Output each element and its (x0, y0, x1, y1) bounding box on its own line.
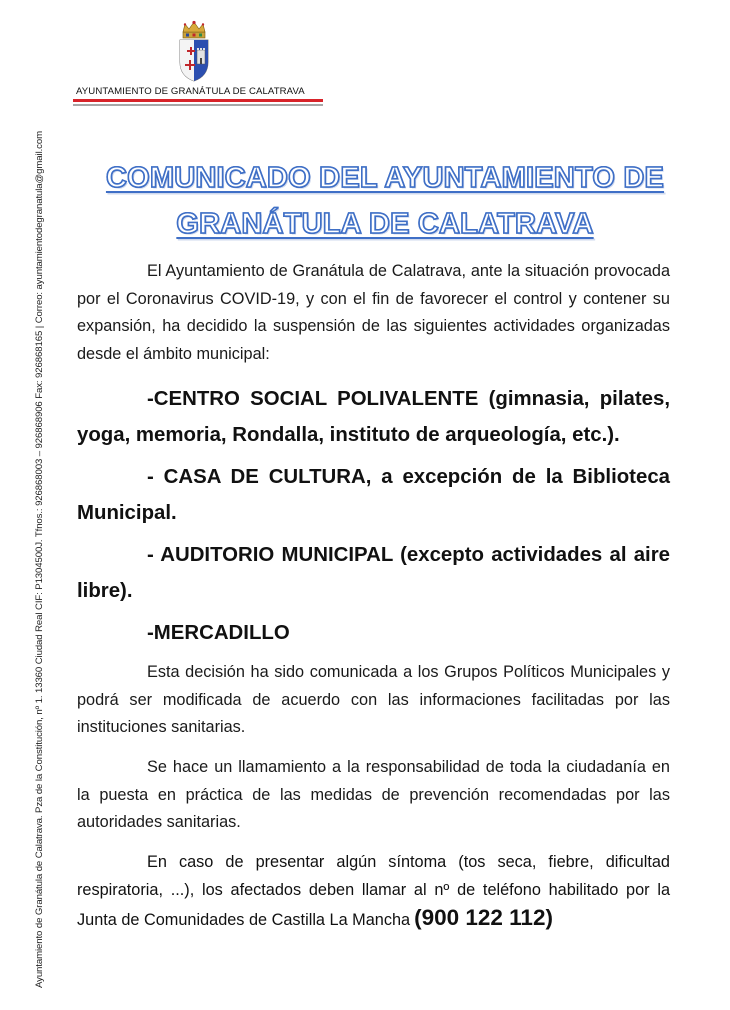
document-body (77, 258, 670, 935)
communication-paragraph: Esta decisión ha sido comunicada a los Grupos Políticos Municipales y podrá ser modificada de acuerdo con las informaciones facilitadas por las instituciones sanitarias. (77, 662, 670, 737)
suspended-activity-item: -CENTRO SOCIAL POLIVALENTE (gimnasia, pilates, yoga, memoria, Rondalla, instituto de arqueología, etc.). (77, 387, 670, 446)
intro-paragraph: El Ayuntamiento de Granátula de Calatrava, ante la situación provocada por el Coronavirus COVID-19, y con el fin de favorecer el control y contener su expansión, ha decidido la suspensión de las siguientes actividades organizadas desde el ámbito municipal: (77, 262, 670, 364)
suspended-activity-item: -MERCADILLO (147, 621, 290, 644)
suspended-activity-item: - CASA DE CULTURA, a excepción de la Biblioteca Municipal. (77, 465, 670, 524)
title-line-1: COMUNICADO DEL AYUNTAMIENTO DE (105, 162, 665, 194)
header-gray-rule (73, 104, 323, 106)
document-title (80, 155, 690, 247)
responsibility-paragraph: Se hace un llamamiento a la responsabilidad de toda la ciudadanía en la puesta en práctica de las medidas de prevención recomendadas por las autoridades sanitarias. (77, 757, 670, 832)
header-red-rule (73, 99, 323, 102)
address-sidebar: Ayuntamiento de Granátula de Calatrava. Pza de la Constitución, nº 1. 13360 Ciudad Real CIF: P1304500J. Tfnos.: 926868003 – 926868906 Fax: 926868165 | Correo: ayuntamientodegranatula@gmail.com (34, 131, 45, 988)
symptoms-text: En caso de presentar algún síntoma (tos seca, fiebre, dificultad respiratoria, ...), los afectados deben llamar al nº de teléfono habilitado por la Junta de Comunidades de Castilla La Mancha (77, 853, 670, 930)
letterhead (73, 86, 323, 106)
emergency-phone-number: (900 122 112) (414, 905, 553, 931)
symptoms-paragraph (77, 849, 670, 935)
organization-name: AYUNTAMIENTO DE GRANÁTULA DE CALATRAVA (76, 86, 305, 97)
municipal-coat-of-arms (176, 20, 212, 82)
title-line-2: GRANÁTULA DE CALATRAVA (176, 208, 594, 240)
suspended-activity-item: - AUDITORIO MUNICIPAL (excepto actividades al aire libre). (77, 543, 670, 602)
